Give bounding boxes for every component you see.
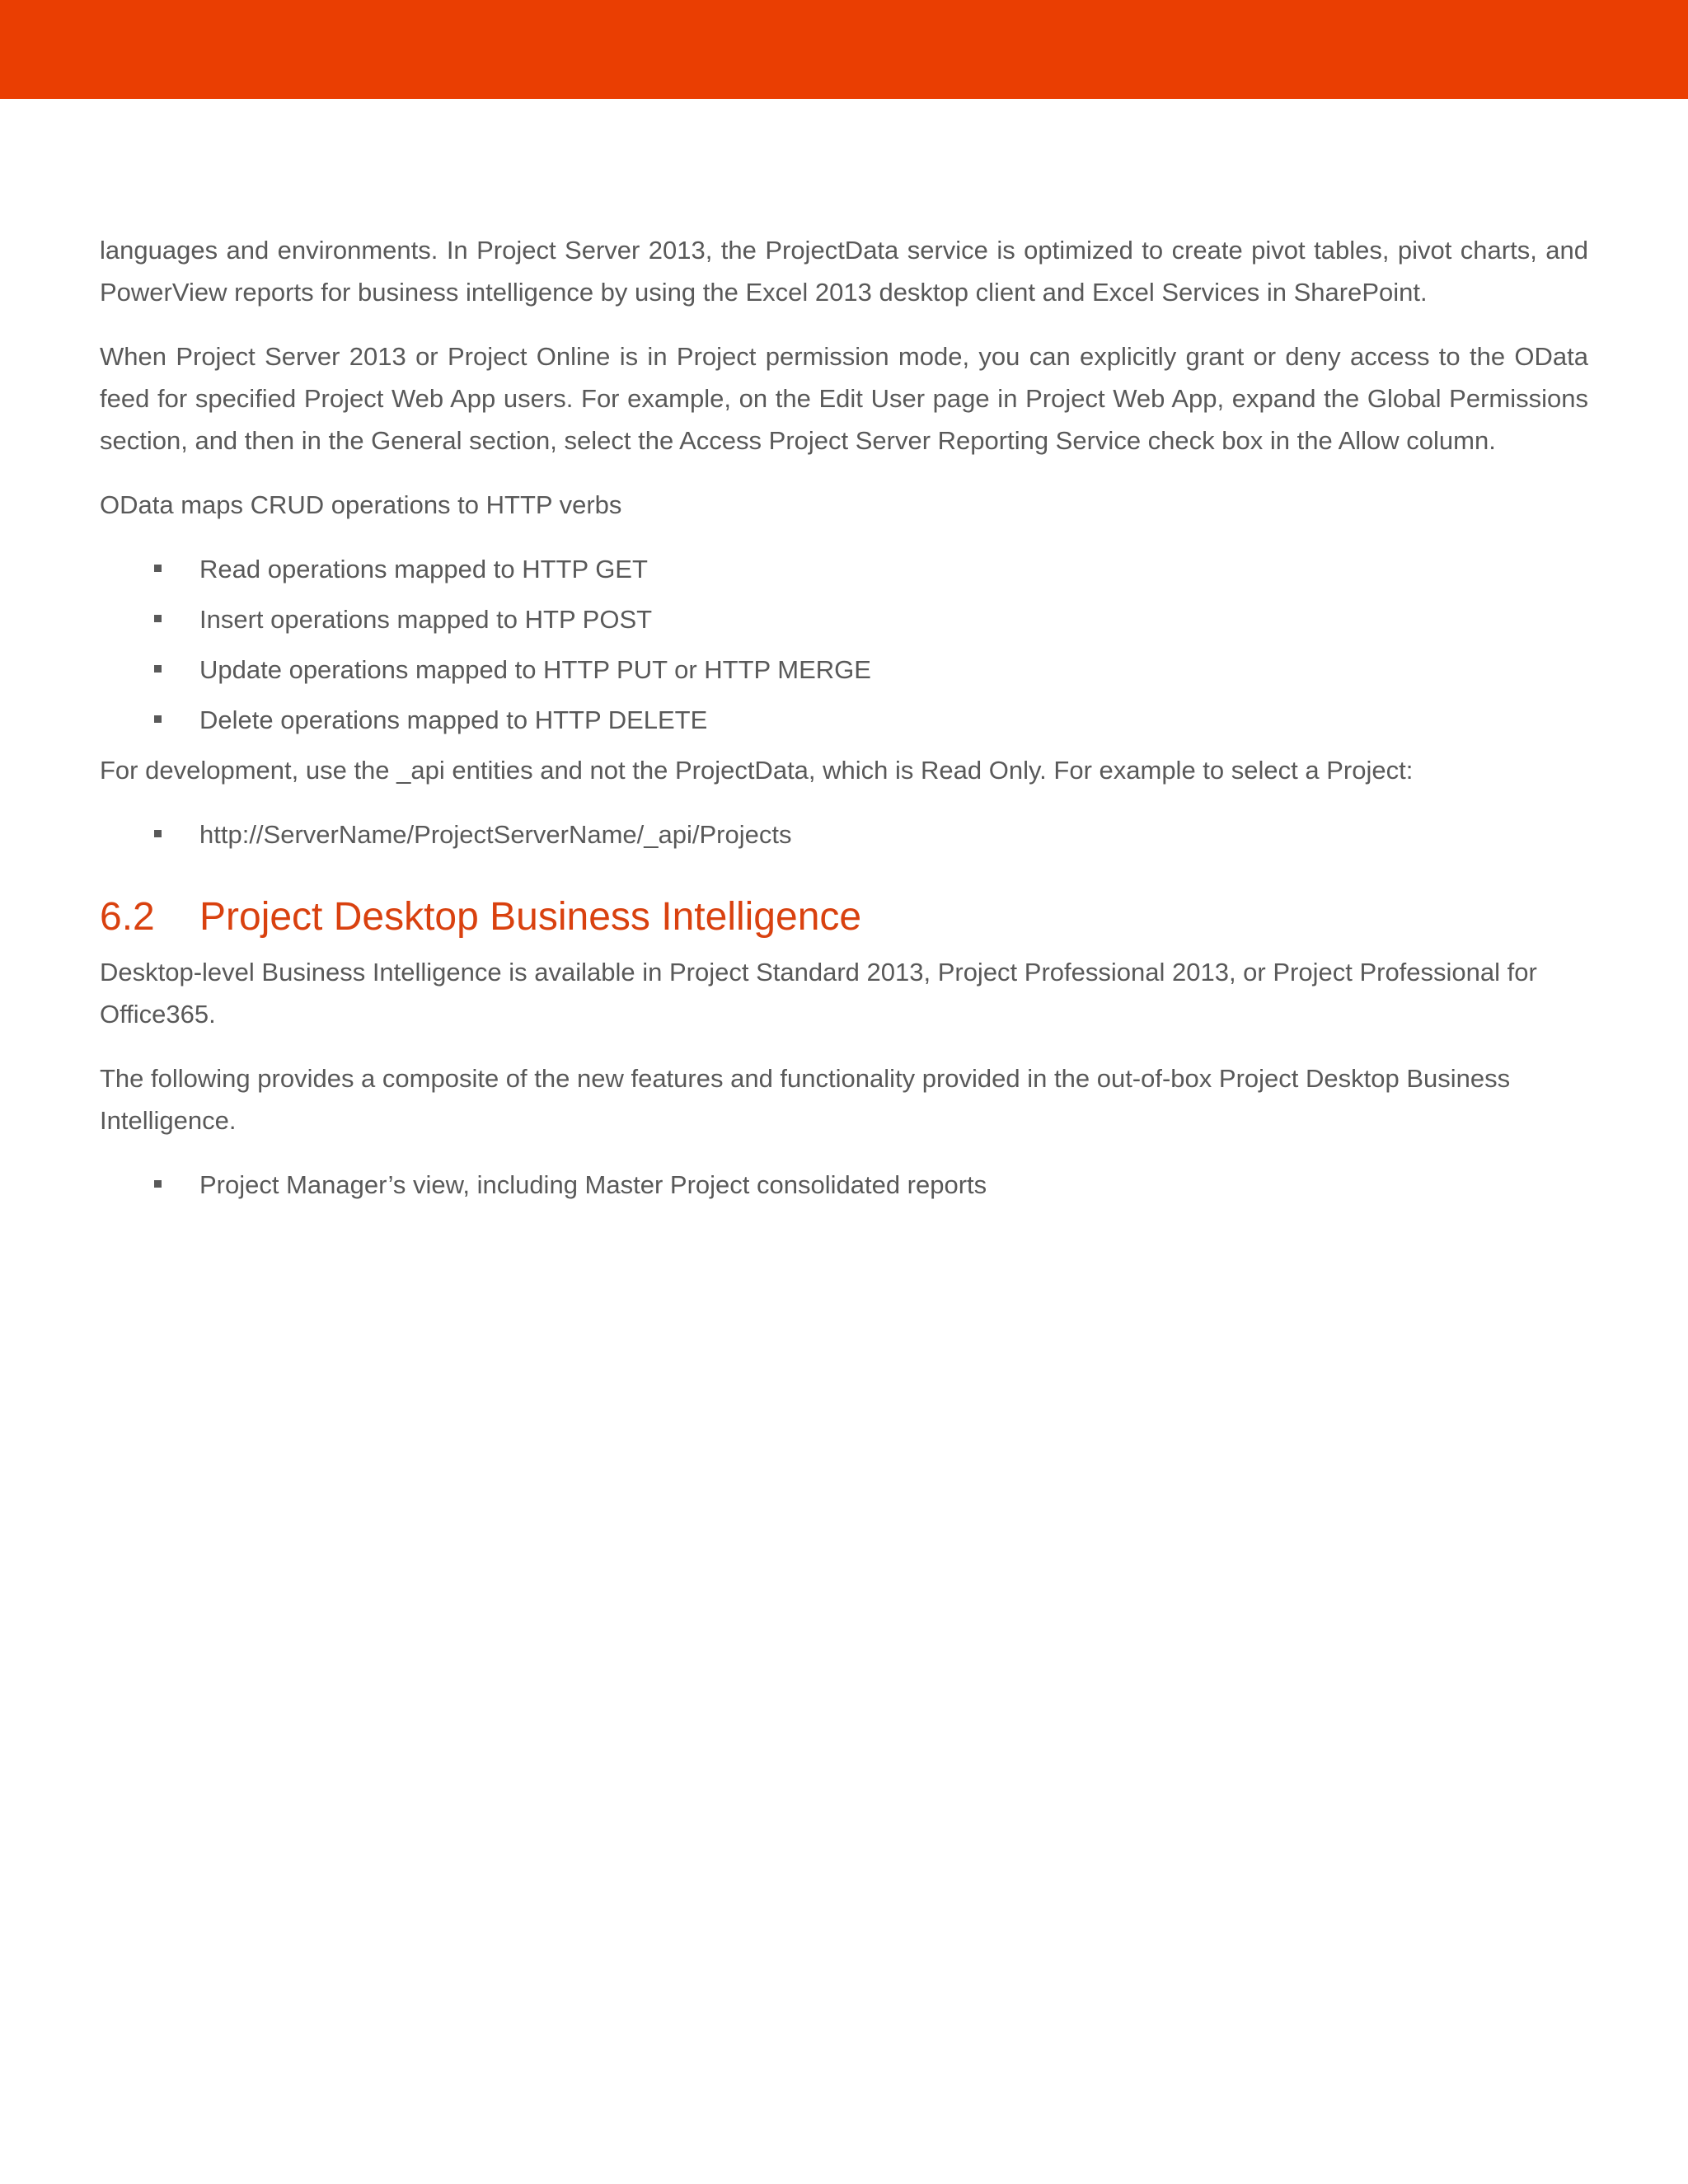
header-bar — [0, 0, 1688, 99]
list-item — [100, 548, 1588, 590]
list-item-text: Update operations mapped to HTTP PUT or HTTP MERGE — [199, 655, 871, 684]
paragraph-composite: The following provides a composite of the new features and functionality provided in the out-of-box Project Desktop Business Intelligence. — [100, 1064, 1511, 1135]
paragraph-projectdata: languages and environments. In Project Server 2013, the ProjectData service is optimized to create pivot tables, pivot charts, and PowerView reports for business intelligence by using the Excel 2013 desktop client and Excel Services in SharePoint. — [100, 236, 1588, 307]
square-bullet-icon — [154, 715, 162, 723]
crud-bullet-list — [100, 548, 1588, 741]
list-item — [100, 699, 1588, 741]
list-item — [100, 1164, 1588, 1206]
list-item-text: Insert operations mapped to HTP POST — [199, 605, 653, 634]
section-heading — [100, 891, 1588, 944]
section-title: Project Desktop Business Intelligence — [199, 895, 862, 939]
list-item — [100, 598, 1588, 640]
document-body — [100, 229, 1588, 1214]
paragraph-odata-crud: OData maps CRUD operations to HTTP verbs — [100, 490, 622, 519]
paragraph-desktop-bi: Desktop-level Business Intelligence is available in Project Standard 2013, Project Professional 2013, or Project Professional for Office365. — [100, 958, 1537, 1029]
list-item — [100, 649, 1588, 691]
list-item-text: Delete operations mapped to HTTP DELETE — [199, 705, 708, 734]
paragraph-development: For development, use the _api entities and not the ProjectData, which is Read Only. For example to select a Project: — [100, 756, 1414, 785]
list-item-text: Read operations mapped to HTTP GET — [199, 555, 648, 583]
square-bullet-icon — [154, 1180, 162, 1188]
example-url: http://ServerName/ProjectServerName/_api/Projects — [199, 820, 792, 849]
square-bullet-icon — [154, 615, 162, 622]
list-item — [100, 813, 1588, 855]
square-bullet-icon — [154, 565, 162, 572]
list-item-text: Project Manager’s view, including Master Project consolidated reports — [199, 1170, 987, 1199]
section-number: 6.2 — [100, 895, 155, 939]
paragraph-permissions: When Project Server 2013 or Project Online is in Project permission mode, you can explicitly grant or deny access to the OData feed for specified Project Web App users. For example, on the Edit User page in Project Web App, expand the Global Permissions section, and then in the General section, select the Access Project Server Reporting Service check box in the Allow column. — [100, 342, 1588, 455]
square-bullet-icon — [154, 830, 162, 837]
features-bullet-list — [100, 1164, 1588, 1206]
square-bullet-icon — [154, 665, 162, 673]
example-bullet-list — [100, 813, 1588, 855]
